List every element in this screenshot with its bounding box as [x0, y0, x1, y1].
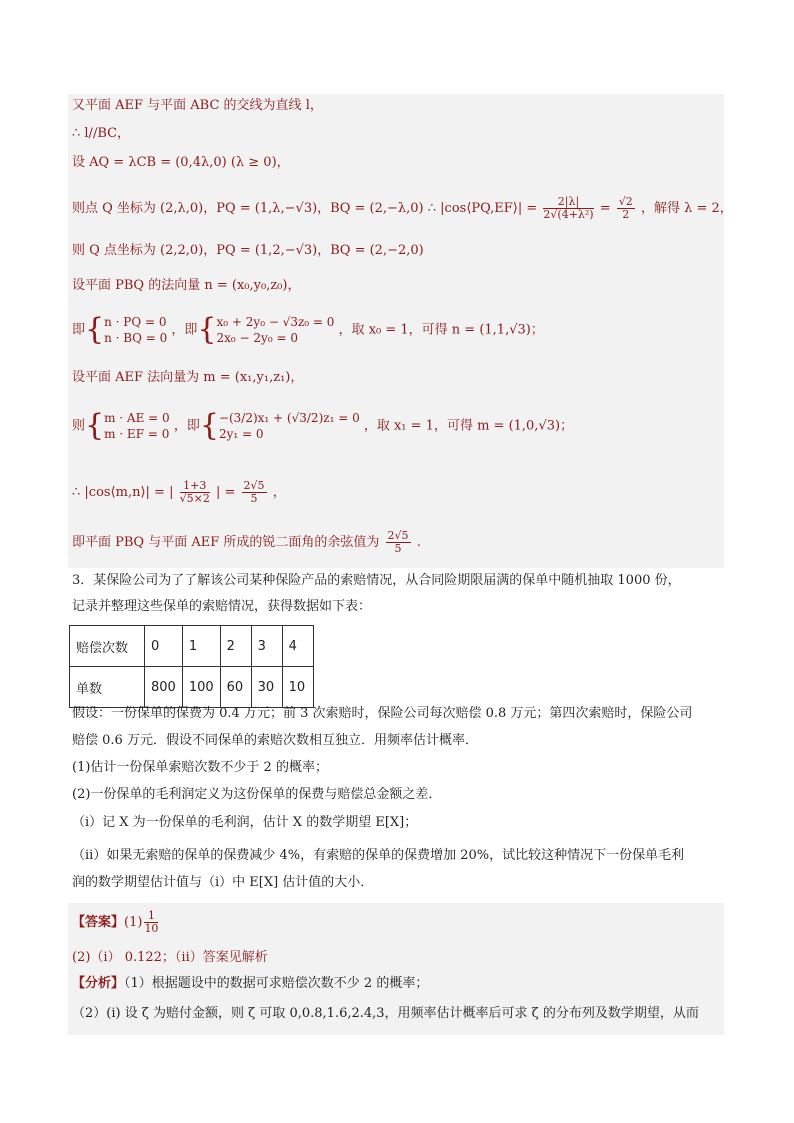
- answer-1-num: 1: [144, 910, 158, 923]
- line7-post: ，取 x₀ = 1，可得 n = (1,1,√3)；: [338, 322, 544, 338]
- table-row: [70, 626, 314, 667]
- line11-fraction: [386, 530, 411, 555]
- answer-tag: 【答案】: [72, 915, 125, 930]
- line9-post: ，取 x₁ = 1，可得 m = (1,0,√3)；: [363, 418, 574, 434]
- solution-line-1: 又平面 AEF 与平面 ABC 的交线为直线 l，: [72, 98, 323, 113]
- line10-mid: | =: [215, 485, 236, 500]
- table-cell: 30: [251, 667, 282, 708]
- table-cell: 0: [145, 626, 183, 667]
- table-cell: 10: [282, 667, 313, 708]
- solution-line-11: [72, 530, 421, 555]
- solution-line-4: [72, 196, 733, 221]
- line10-frac-num: 1+3: [180, 480, 210, 493]
- analysis-line-2: （2）(i) 设 ζ 为赔付金额，则 ζ 可取 0,0.8,1.6,2.4,3，用频率估计概率后可求 ζ 的分布列及数学期望，从而: [72, 1006, 699, 1021]
- line4-frac-den: 2√(4+λ²): [543, 208, 594, 221]
- line7-pre: 即: [72, 322, 86, 338]
- question-1: (1)估计一份保单索赔次数不少于 2 的概率；: [72, 760, 328, 775]
- claims-table: [69, 625, 314, 708]
- line11-post: .: [416, 535, 421, 550]
- table-cell: 60: [220, 667, 251, 708]
- problem-intro-1: 3．某保险公司为了了解该公司某种保险产品的索赔情况，从合同险期限届满的保单中随机抽取 1000 份，: [72, 573, 681, 588]
- line10-fraction-2: [242, 480, 267, 505]
- line7-sys1a: n · PQ = 0: [104, 315, 167, 329]
- analysis-tag: 【分析】: [72, 976, 125, 991]
- table-row: [70, 667, 314, 708]
- solution-line-5: 则 Q 点坐标为 (2,2,0)，PQ = (1,2,−√3)，BQ = (2,−2,0): [72, 243, 424, 258]
- answer-1-den: 10: [144, 922, 159, 935]
- line9-mid: ，即: [173, 418, 200, 434]
- line7-sys2b: 2x₀ − 2y₀ = 0: [216, 331, 298, 345]
- line4-fraction-2: [617, 196, 635, 221]
- table-cell: 2: [220, 626, 251, 667]
- table-cell: 100: [182, 667, 220, 708]
- problem-intro-2: 记录并整理这些保单的索赔情况，获得数据如下表：: [72, 599, 372, 614]
- table-cell: 3: [251, 626, 282, 667]
- solution-line-7: [72, 314, 544, 346]
- solution-line-9: [72, 410, 573, 442]
- left-brace-icon: {: [85, 408, 105, 443]
- answer-1-fraction: [144, 910, 158, 935]
- line10-frac2-num: 2√5: [243, 479, 265, 492]
- table-cell: 1: [182, 626, 220, 667]
- line9-sys1a: m · AE = 0: [104, 411, 170, 425]
- analysis-1: （1）根据题设中的数据可求赔偿次数不少 2 的概率；: [124, 976, 429, 991]
- line10-post: ，: [272, 485, 286, 500]
- analysis-line-1: [72, 974, 428, 994]
- line4-frac-num: 2|λ|: [543, 196, 593, 209]
- line7-mid: ，即: [171, 322, 198, 338]
- problem-assumption-2: 赔偿 0.6 万元．假设不同保单的索赔次数相互独立．用频率估计概率．: [72, 733, 478, 748]
- line10-pre: ∴ |cos⟨m,n⟩| = |: [72, 485, 174, 500]
- table-cell: 800: [145, 667, 183, 708]
- line11-frac-num: 2√5: [387, 529, 409, 542]
- table-header-cell: 单数: [70, 667, 145, 708]
- line9-sys2b: 2y₁ = 0: [218, 427, 264, 441]
- line4-frac2-den: 2: [622, 208, 630, 221]
- line4-text-a: 则点 Q 坐标为 (2,λ,0)，PQ = (1,λ,−√3)，BQ = (2,−λ,0) ∴ |cos⟨PQ,EF⟩| =: [72, 201, 538, 216]
- line7-system-1: [104, 314, 167, 346]
- answer-line-1: [72, 910, 160, 935]
- solution-line-2: ∴ l//BC，: [72, 126, 131, 141]
- question-2-i: （i）记 X 为一份保单的毛利润，估计 X 的数学期望 E[X]；: [72, 815, 418, 830]
- question-2: (2)一份保单的毛利润定义为这份保单的保费与赔偿总金额之差．: [72, 787, 442, 802]
- solution-line-10: [72, 480, 286, 505]
- line4-text-b: ，解得 λ = 2，: [640, 201, 733, 216]
- left-brace-icon: {: [197, 312, 217, 347]
- line9-sys1b: m · EF = 0: [104, 427, 170, 441]
- line10-frac2-den: 5: [250, 492, 258, 505]
- line7-system-2: [217, 314, 335, 346]
- line9-pre: 则: [72, 418, 86, 434]
- line7-sys2a: x₀ + 2y₀ − √3z₀ = 0: [216, 315, 335, 329]
- table-cell: 4: [282, 626, 313, 667]
- line4-frac2-num: √2: [618, 195, 633, 208]
- line10-frac-den: √5×2: [179, 492, 210, 505]
- line10-fraction: [180, 480, 210, 505]
- solution-line-8: 设平面 AEF 法向量为 m = (x₁,y₁,z₁)，: [72, 370, 304, 385]
- solution-line-6: 设平面 PBQ 的法向量 n = (x₀,y₀,z₀)，: [72, 278, 301, 293]
- line9-system-2: [219, 410, 360, 442]
- line4-fraction: [543, 196, 593, 221]
- solution-line-3: 设 AQ = λCB = (0,4λ,0) (λ ≥ 0)，: [72, 155, 290, 170]
- question-2-ii-1: （ii）如果无索赔的保单的保费减少 4%，有索赔的保单的保费增加 20%，试比较这种情况下一份保单毛利: [72, 848, 685, 863]
- left-brace-icon: {: [199, 408, 219, 443]
- line4-eq: =: [599, 201, 611, 216]
- line9-system-1: [104, 410, 170, 442]
- line11-frac-den: 5: [394, 542, 402, 555]
- line7-sys1b: n · BQ = 0: [104, 331, 168, 345]
- left-brace-icon: {: [85, 312, 105, 347]
- table-header-cell: 赔偿次数: [70, 626, 145, 667]
- question-2-ii-2: 润的数学期望估计值与（i）中 E[X] 估计值的大小．: [72, 875, 374, 890]
- line11-pre: 即平面 PBQ 与平面 AEF 所成的锐二面角的余弦值为: [72, 535, 380, 550]
- line9-sys2a: −(3/2)x₁ + (√3/2)z₁ = 0: [218, 411, 360, 425]
- answer-1-prefix: (1): [124, 915, 143, 930]
- problem-assumption-1: 假设：一份保单的保费为 0.4 万元；前 3 次索赔时，保险公司每次赔偿 0.8 万元；第四次索赔时，保险公司: [72, 706, 693, 721]
- answer-line-2: (2)（i） 0.122；（ii）答案见解析: [72, 950, 268, 965]
